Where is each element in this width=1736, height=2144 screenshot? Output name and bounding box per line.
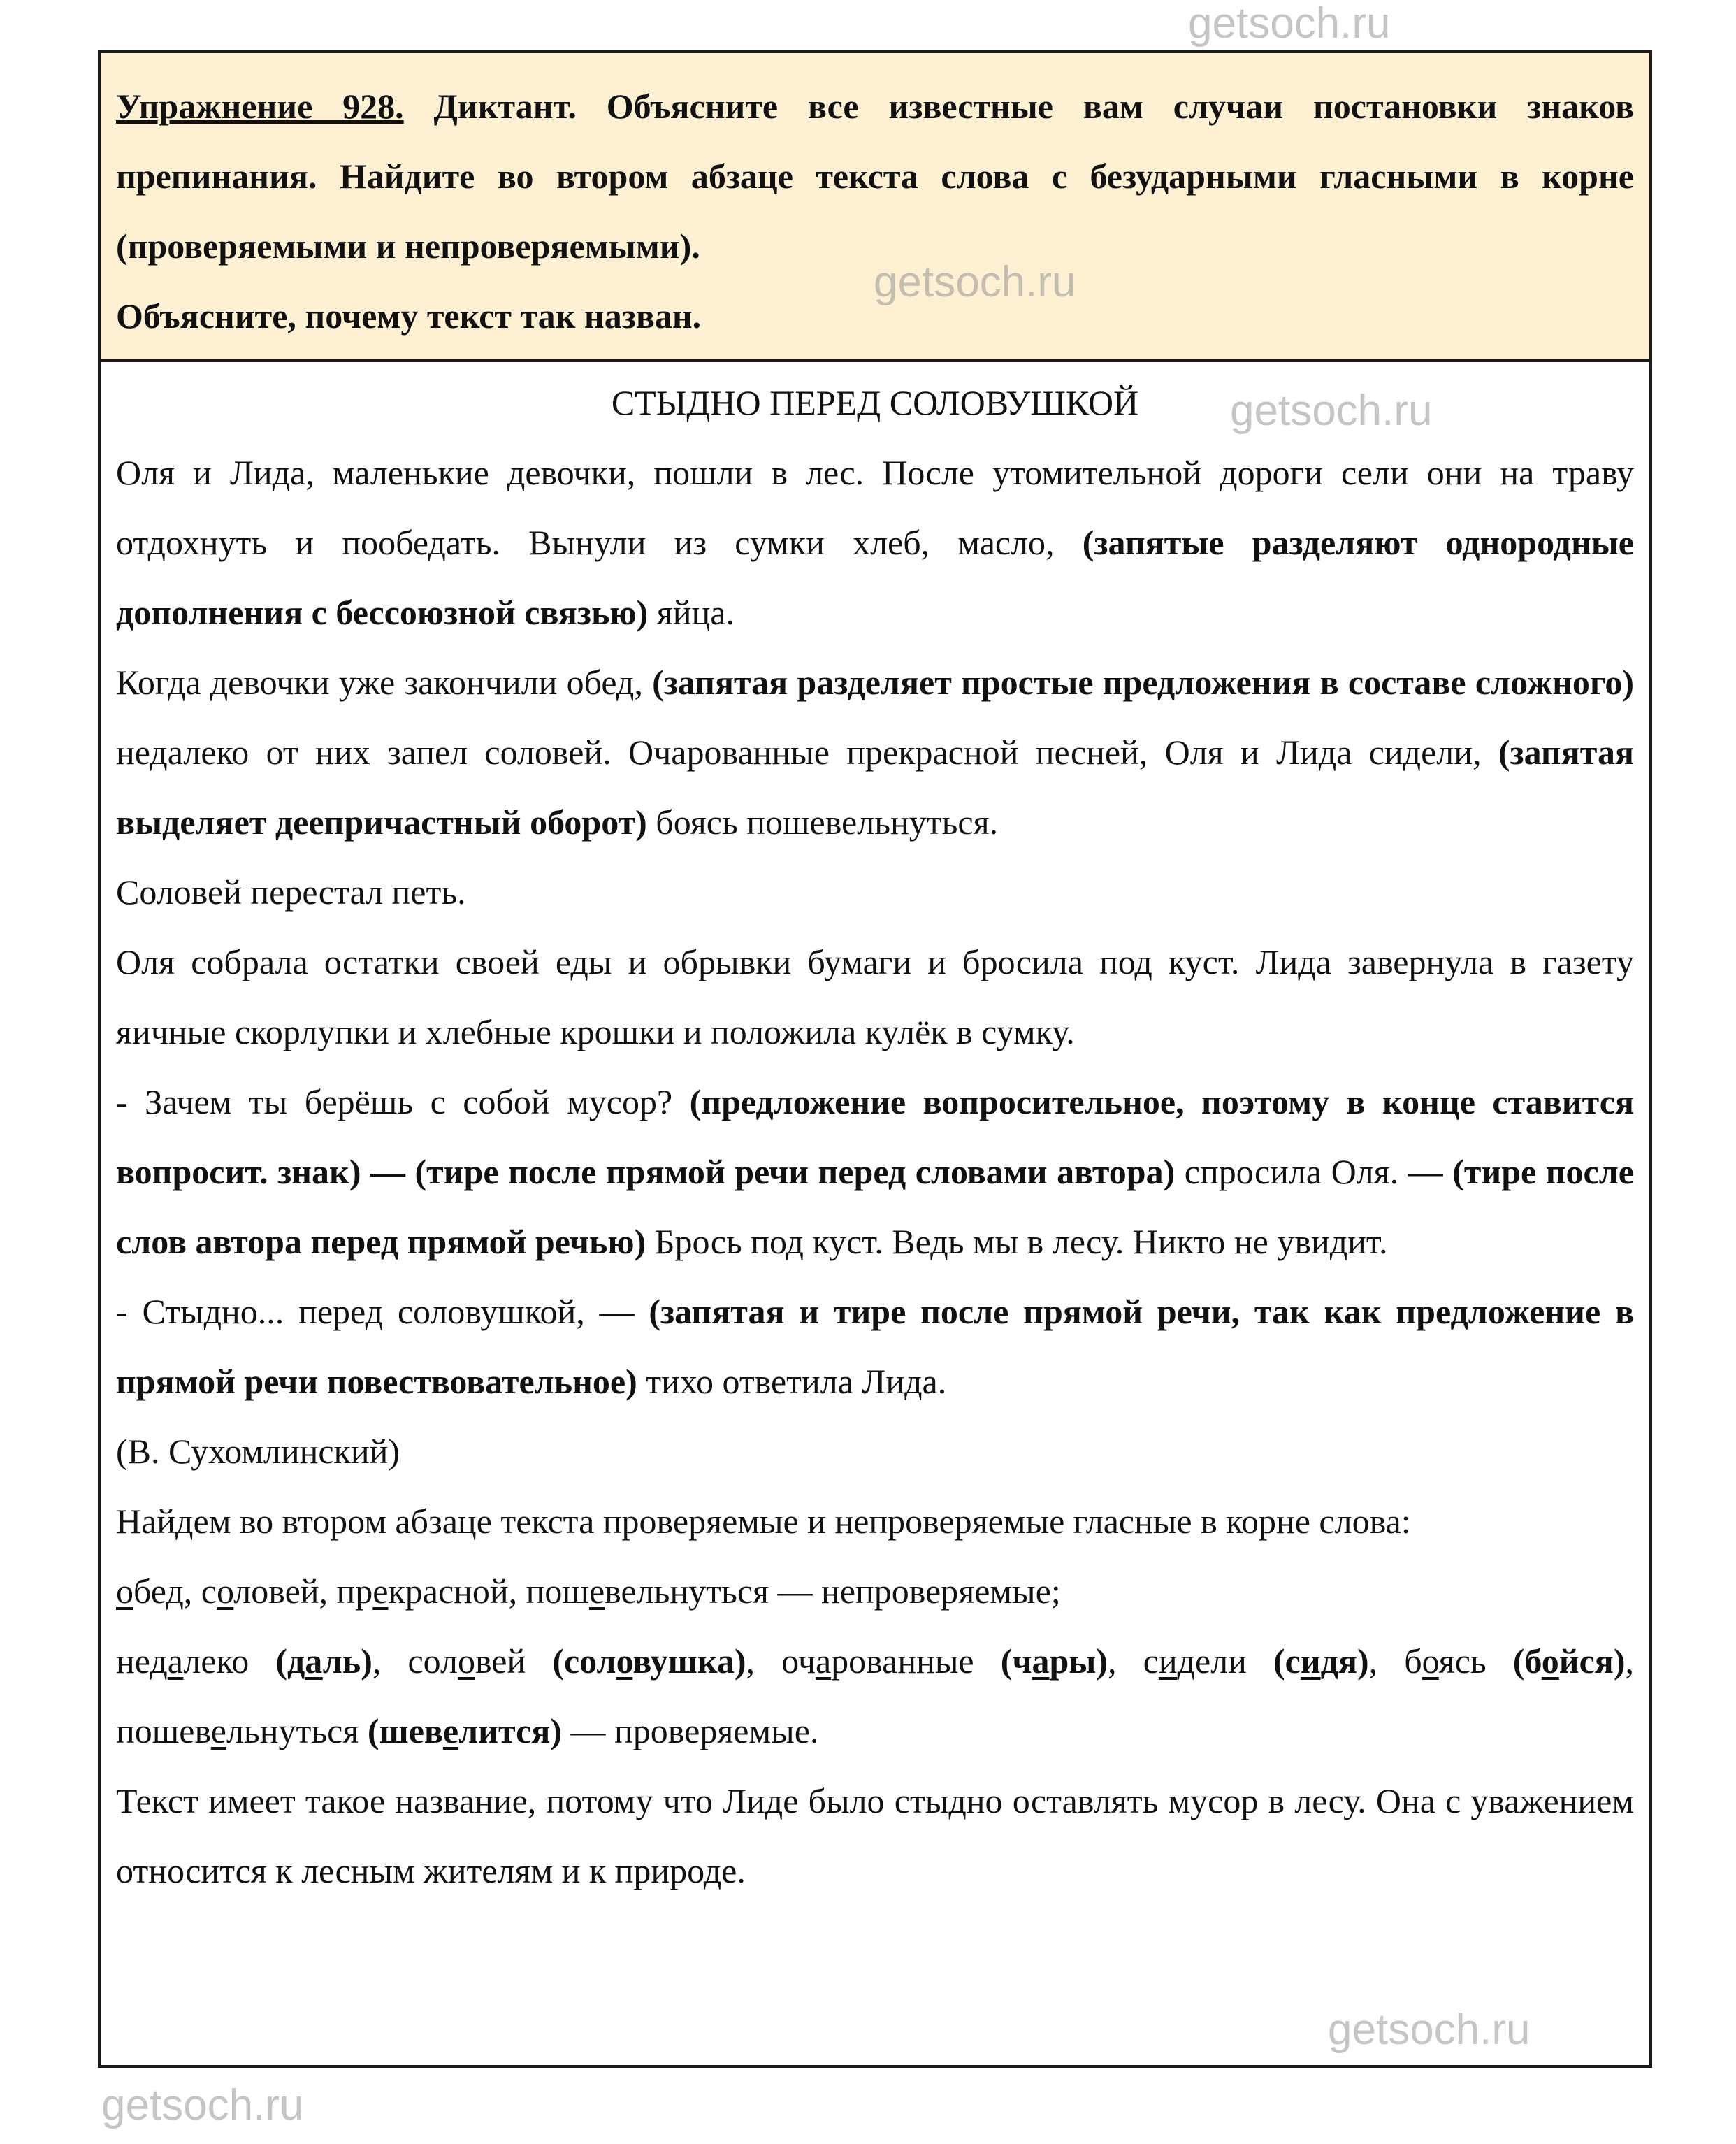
task-instructions: Диктант. Объясните все известные вам случаи постановки знаков препинания. Найдите во втором абзаце текста слова с безударными гласными в корне (проверяемыми и непроверяемыми). [116, 87, 1634, 266]
text-fragment: (В. Сухомлинский) [116, 1432, 400, 1471]
text-fragment: нед [116, 1641, 168, 1681]
paragraph [116, 438, 1634, 647]
task-question: Объясните, почему текст так назван. [116, 296, 702, 336]
highlighted-vowel: е [442, 1711, 459, 1750]
watermark: getsoch.ru [1328, 2006, 1531, 2054]
highlighted-vowel: о [616, 1641, 633, 1681]
highlighted-vowel: о [216, 1571, 234, 1611]
text-fragment: ясь [1438, 1641, 1513, 1681]
text-fragment: Брось под куст. Ведь мы в лесу. Никто не увидит. [646, 1222, 1388, 1261]
watermark: getsoch.ru [1188, 0, 1391, 48]
text-fragment: Соловей перестал петь. [116, 872, 466, 912]
punctuation-note: лится) [458, 1711, 563, 1750]
exercise-number: Упражнение 928. [116, 87, 404, 126]
text-fragment: Когда девочки уже закончили обед, [116, 663, 653, 702]
punctuation-note: дя) [1320, 1641, 1369, 1681]
text-fragment: яйца. [648, 593, 735, 632]
text-fragment: боясь пошевельнуться. [646, 803, 999, 842]
punctuation-note: (д [275, 1641, 305, 1681]
highlighted-vowel: о [457, 1641, 475, 1681]
punctuation-note: (ч [1000, 1641, 1032, 1681]
text-fragment: тихо ответила Лида. [637, 1362, 947, 1401]
task-text [116, 71, 1634, 281]
punctuation-note: (запятая выделяет деепричастный оборот) [116, 733, 1634, 842]
watermark: getsoch.ru [1230, 387, 1433, 435]
punctuation-note: ры) [1049, 1641, 1108, 1681]
text-fragment: льнуться [226, 1711, 368, 1750]
highlighted-vowel: о [116, 1571, 133, 1611]
text-fragment: ловей, пр [233, 1571, 373, 1611]
paragraph [116, 927, 1634, 1067]
text-fragment: вельнуться — непроверяемые; [605, 1571, 1061, 1611]
text-fragment: Оля собрала остатки своей еды и обрывки бумаги и бросила под куст. Лида завернула в газету яичные скорлупки и хлебные крошки и положила кулёк в сумку. [116, 942, 1634, 1051]
highlighted-vowel: а [815, 1641, 832, 1681]
paragraph [116, 1556, 1634, 1626]
text-fragment: красной, пош [388, 1571, 589, 1611]
text-fragment: леко [183, 1641, 276, 1681]
paragraph [116, 1766, 1634, 1906]
text-fragment: бед, с [133, 1571, 217, 1611]
text-fragment: Найдем во втором абзаце текста проверяемые и непроверяемые гласные в корне слова: [116, 1502, 1411, 1541]
text-fragment: вей [475, 1641, 553, 1681]
answer-paragraphs [116, 438, 1634, 1906]
highlighted-vowel: о [1541, 1641, 1559, 1681]
text-fragment: недалеко от них запел соловей. Очарованные прекрасной песней, Оля и Лида сидели, [116, 733, 1498, 772]
punctuation-note: (с [1273, 1641, 1301, 1681]
punctuation-note: йся) [1558, 1641, 1626, 1681]
paragraph [116, 857, 1634, 927]
text-fragment: — проверяемые. [562, 1711, 819, 1750]
highlighted-vowel: е [210, 1711, 226, 1750]
exercise-card [98, 50, 1652, 2068]
highlighted-vowel: о [1422, 1641, 1439, 1681]
task-header [101, 53, 1649, 362]
punctuation-note: (запятая разделяет простые предложения в составе сложного) [652, 663, 1634, 702]
highlighted-vowel: и [1300, 1641, 1321, 1681]
punctuation-note: (запятые разделяют однородные дополнения с бессоюзной связью) [116, 523, 1634, 632]
punctuation-note: (сол [552, 1641, 616, 1681]
punctuation-note: (запятая и тире после прямой речи, так как предложение в прямой речи повествовательное) [116, 1292, 1634, 1401]
punctuation-note: вушка) [632, 1641, 746, 1681]
punctuation-note: (б [1512, 1641, 1542, 1681]
text-fragment: , пошев [116, 1641, 1634, 1750]
text-fragment: дели [1177, 1641, 1273, 1681]
text-fragment: Текст имеет такое название, потому что Лиде было стыдно оставлять мусор в лесу. Она с уважением относится к лесным жителям и к природе. [116, 1781, 1634, 1890]
paragraph [116, 647, 1634, 857]
text-fragment: , б [1368, 1641, 1422, 1681]
text-fragment: , с [1108, 1641, 1159, 1681]
watermark: getsoch.ru [874, 258, 1076, 306]
punctuation-note: (предложение вопросительное, поэтому в конце ставится вопросит. знак) — (тире после прямой речи перед словами автора) [116, 1082, 1635, 1191]
text-fragment: Оля и Лида, маленькие девочки, пошли в лес. После утомительной дороги сели они на траву отдохнуть и пообедать. Вынули из сумки хлеб, масло, [116, 453, 1634, 562]
paragraph [116, 1276, 1634, 1416]
paragraph [116, 1416, 1634, 1486]
punctuation-note: (шев [367, 1711, 443, 1750]
highlighted-vowel: и [1158, 1641, 1178, 1681]
text-fragment: - Стыдно... перед соловушкой, — [116, 1292, 649, 1331]
text-fragment: рованные [831, 1641, 1001, 1681]
punctuation-note: (тире после слов автора перед прямой речью) [116, 1152, 1634, 1261]
answer-content [101, 362, 1649, 1906]
watermark: getsoch.ru [101, 2081, 304, 2129]
highlighted-vowel: а [305, 1641, 323, 1681]
highlighted-vowel: а [1032, 1641, 1050, 1681]
text-fragment: - Зачем ты берёшь с собой мусор? [116, 1082, 690, 1121]
paragraph [116, 1626, 1634, 1766]
text-fragment: , сол [372, 1641, 458, 1681]
highlighted-vowel: е [372, 1571, 389, 1611]
paragraph [116, 1486, 1634, 1556]
text-title: СТЫДНО ПЕРЕД СОЛОВУШКОЙ [611, 383, 1139, 422]
punctuation-note: ль) [322, 1641, 372, 1681]
text-fragment: , оч [746, 1641, 816, 1681]
paragraph [116, 1067, 1634, 1276]
highlighted-vowel: е [588, 1571, 605, 1611]
text-fragment: спросила Оля. — [1175, 1152, 1453, 1191]
highlighted-vowel: а [167, 1641, 184, 1681]
